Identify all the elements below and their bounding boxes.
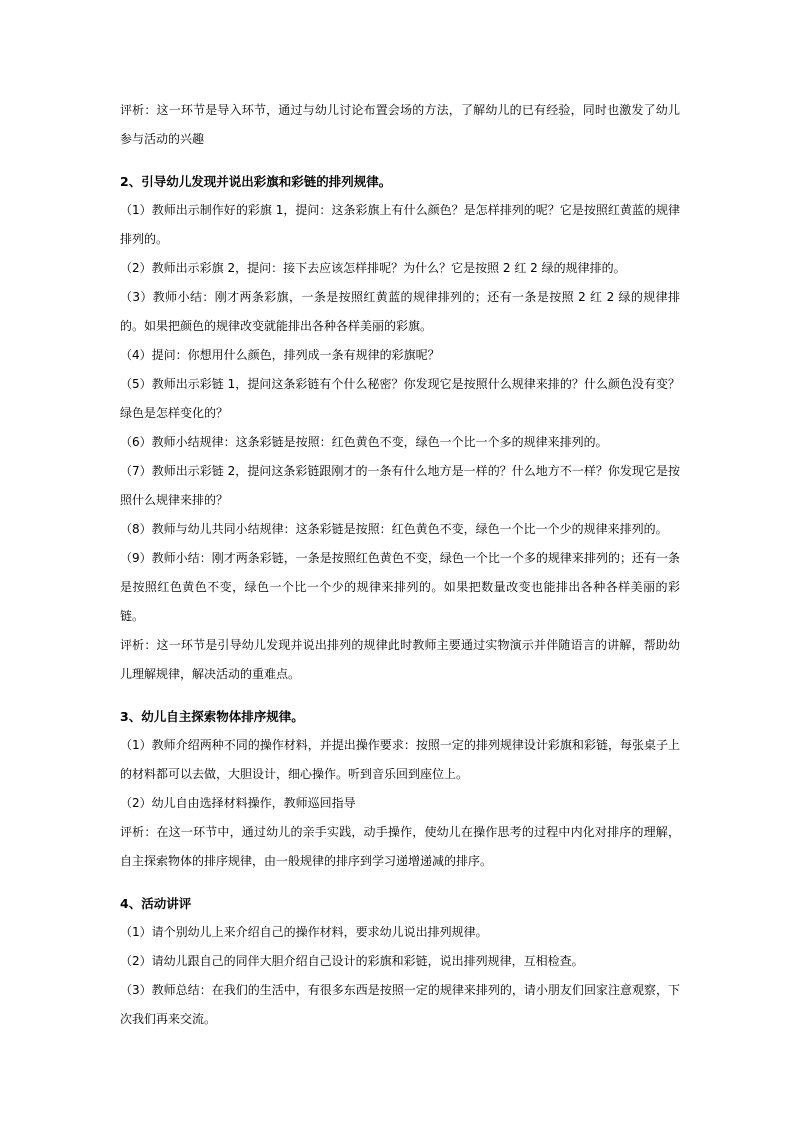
paragraph: （7）教师出示彩链 2，提问这条彩链跟刚才的一条有什么地方是一样的？什么地方不一样？你发现它是按照什么规律来排的？ (120, 464, 680, 507)
paragraph: （3）教师总结：在我们的生活中，有很多东西是按照一定的规律来排列的，请小朋友们回家注意观察，下次我们再来交流。 (120, 983, 680, 1026)
paragraph: （8）教师与幼儿共同小结规律：这条彩链是按照：红色黄色不变，绿色一个比一个少的规律来排列的。 (120, 522, 668, 536)
paragraph: （1）请个别幼儿上来介绍自己的操作材料，要求幼儿说出排列规律。 (120, 925, 488, 939)
paragraph: （1）教师出示制作好的彩旗 1，提问：这条彩旗上有什么颜色？是怎样排列的呢？它是按照红黄蓝的规律排列的。 (120, 203, 680, 246)
paragraph: （2）请幼儿跟自己的同伴大胆介绍自己设计的彩旗和彩链，说出排列规律，互相检查。 (120, 954, 584, 968)
paragraph: （2）幼儿自由选择材料操作，教师巡回指导 (120, 796, 356, 810)
intro-comment: 评析：这一环节是导入环节，通过与幼儿讨论布置会场的方法，了解幼儿的已有经验，同时也激发了幼儿参与活动的兴趣 (120, 103, 680, 146)
section-heading: 3、幼儿自主探索物体排序规律。 (120, 709, 304, 724)
section-heading: 2、引导幼儿发现并说出彩旗和彩链的排列规律。 (120, 174, 392, 189)
section-comment: 评析：在这一环节中，通过幼儿的亲手实践，动手操作，使幼儿在操作思考的过程中内化对排序的理解，自主探索物体的排序规律，由一般规律的排序到学习递增递减的排序。 (120, 825, 680, 868)
paragraph: （6）教师小结规律：这条彩链是按照：红色黄色不变，绿色一个比一个多的规律来排列的。 (120, 435, 608, 449)
paragraph: （4）提问：你想用什么颜色，排列成一条有规律的彩旗呢？ (120, 348, 440, 362)
paragraph: （9）教师小结：刚才两条彩链，一条是按照红色黄色不变，绿色一个比一个多的规律来排列的；还有一条是按照红色黄色不变，绿色一个比一个少的规律来排列的。如果把数量改变也能排出各种各样美丽的彩链。 (120, 551, 680, 623)
paragraph: （1）教师介绍两种不同的操作材料，并提出操作要求：按照一定的排列规律设计彩旗和彩链，每张桌子上的材料都可以去做，大胆设计，细心操作。听到音乐回到座位上。 (120, 738, 680, 781)
document-page (120, 96, 680, 1034)
section-heading: 4、活动讲评 (120, 896, 192, 911)
paragraph: （2）教师出示彩旗 2，提问：接下去应该怎样排呢？为什么？它是按照 2 红 2 绿的规律排的。 (120, 261, 626, 275)
section-3 (120, 702, 680, 876)
section-2 (120, 167, 680, 689)
paragraph: （3）教师小结：刚才两条彩旗，一条是按照红黄蓝的规律排列的；还有一条是按照 2 红 2 绿的规律排的。如果把颜色的规律改变就能排出各种各样美丽的彩旗。 (120, 290, 680, 333)
paragraph: （5）教师出示彩链 1，提问这条彩链有个什么秘密？你发现它是按照什么规律来排的？什么颜色没有变？绿色是怎样变化的？ (120, 377, 680, 420)
section-4 (120, 889, 680, 1034)
section-comment: 评析：这一环节是引导幼儿发现并说出排列的规律此时教师主要通过实物演示并伴随语言的讲解，帮助幼儿理解规律，解决活动的重难点。 (120, 638, 680, 681)
